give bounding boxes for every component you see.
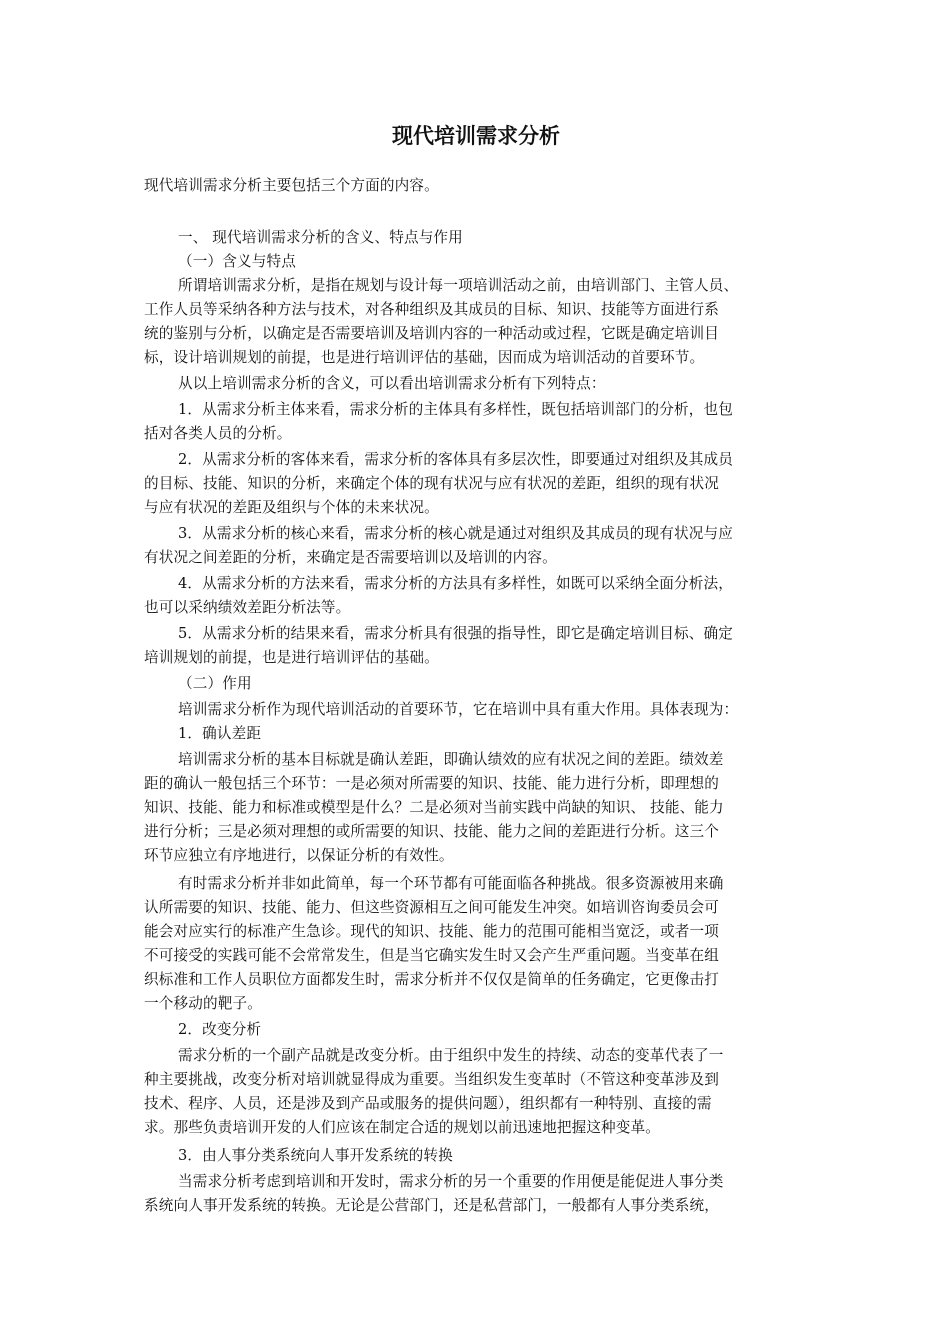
list-item: 4．从需求分析的方法来看，需求分析的方法具有多样性，如既可以采纳全面分析法，	[178, 575, 733, 592]
paragraph-line: 知识、技能、能力和标准或模型是什么？二是必须对当前实践中尚缺的知识、 技能、能力	[144, 799, 724, 816]
paragraph-line: 工作人员等采纳各种方法与技术，对各种组织及其成员的目标、知识、技能等方面进行系	[144, 301, 720, 318]
paragraph-line: 技术、程序、人员，还是涉及到产品或服务的提供问题），组织都有一种特别、直接的需	[144, 1095, 712, 1112]
paragraph-line: 有时需求分析并非如此简单，每一个环节都有可能面临各种挑战。很多资源被用来确	[178, 875, 724, 892]
document-title: 现代培训需求分析	[392, 124, 560, 148]
paragraph-line: 环节应独立有序地进行，以保证分析的有效性。	[144, 847, 454, 864]
paragraph-line: 系统向人事开发系统的转换。无论是公营部门，还是私营部门，一般都有人事分类系统，	[144, 1197, 720, 1214]
paragraph-line: 需求分析的一个副产品就是改变分析。由于组织中发生的持续、动态的变革代表了一	[178, 1047, 724, 1064]
list-heading: 3．由人事分类系统向人事开发系统的转换	[178, 1147, 453, 1164]
paragraph-line: 培训需求分析的基本目标就是确认差距，即确认绩效的应有状况之间的差距。绩效差	[178, 751, 724, 768]
paragraph-line: 统的鉴别与分析，以确定是否需要培训及培训内容的一种活动或过程，它既是确定培训目	[144, 325, 720, 342]
paragraph-line: 种主要挑战，改变分析对培训就显得成为重要。当组织发生变革时（不管这种变革涉及到	[144, 1071, 720, 1088]
paragraph-line: 的目标、技能、知识的分析，来确定个体的现有状况与应有状况的差距，组织的现有状况	[144, 475, 720, 492]
paragraph-line: 能会对应实行的标准产生急诊。现代的知识、技能、能力的范围可能相当宽泛，或者一项	[144, 923, 720, 940]
subsection-heading: （一）含义与特点	[178, 253, 296, 270]
paragraph-line: 一个移动的靶子。	[144, 995, 262, 1012]
paragraph-line: 现代培训需求分析主要包括三个方面的内容。	[144, 177, 439, 194]
paragraph-line: 培训规划的前提，也是进行培训评估的基础。	[144, 649, 439, 666]
paragraph-line: 距的确认一般包括三个环节：一是必须对所需要的知识、技能、能力进行分析，即理想的	[144, 775, 720, 792]
list-item: 1．从需求分析主体来看，需求分析的主体具有多样性，既包括培训部门的分析，也包	[178, 401, 733, 418]
paragraph-line: 有状况之间差距的分析，来确定是否需要培训以及培训的内容。	[144, 549, 557, 566]
paragraph-line: 认所需要的知识、技能、能力、但这些资源相互之间可能发生冲突。如培训咨询委员会可	[144, 899, 720, 916]
paragraph-line: 括对各类人员的分析。	[144, 425, 292, 442]
paragraph-line: 织标准和工作人员职位方面都发生时，需求分析并不仅仅是简单的任务确定，它更像击打	[144, 971, 720, 988]
list-item: 5．从需求分析的结果来看，需求分析具有很强的指导性，即它是确定培训目标、确定	[178, 625, 733, 642]
list-heading: 1．确认差距	[178, 725, 262, 742]
paragraph-line: 不可接受的实践可能不会常常发生，但是当它确实发生时又会产生严重问题。当变革在组	[144, 947, 720, 964]
paragraph-line: 标，设计培训规划的前提，也是进行培训评估的基础，因而成为培训活动的首要环节。	[144, 349, 705, 366]
paragraph-line: 当需求分析考虑到培训和开发时，需求分析的另一个重要的作用便是能促进人事分类	[178, 1173, 724, 1190]
paragraph-line: 求。那些负责培训开发的人们应该在制定合适的规划以前迅速地把握这种变革。	[144, 1119, 661, 1136]
paragraph-line: 所谓培训需求分析，是指在规划与设计每一项培训活动之前，由培训部门、主管人员、	[178, 277, 739, 294]
paragraph-line: 也可以采纳绩效差距分析法等。	[144, 599, 351, 616]
paragraph-line: 从以上培训需求分析的含义，可以看出培训需求分析有下列特点：	[178, 375, 606, 392]
list-heading: 2．改变分析	[178, 1021, 262, 1038]
list-item: 3．从需求分析的核心来看，需求分析的核心就是通过对组织及其成员的现有状况与应	[178, 525, 733, 542]
list-item: 2．从需求分析的客体来看，需求分析的客体具有多层次性，即要通过对组织及其成员	[178, 451, 733, 468]
paragraph-line: 进行分析；三是必须对理想的或所需要的知识、技能、能力之间的差距进行分析。这三个	[144, 823, 720, 840]
paragraph-line: 培训需求分析作为现代培训活动的首要环节，它在培训中具有重大作用。具体表现为：	[178, 701, 739, 718]
subsection-heading: （二）作用	[178, 675, 252, 692]
section-heading: 一、 现代培训需求分析的含义、特点与作用	[178, 229, 463, 246]
paragraph-line: 与应有状况的差距及组织与个体的未来状况。	[144, 499, 439, 516]
